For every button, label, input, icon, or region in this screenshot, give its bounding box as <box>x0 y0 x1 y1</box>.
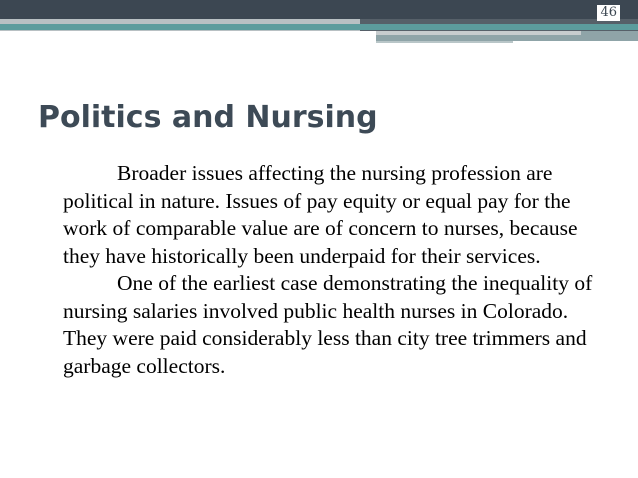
slide-title: Politics and Nursing <box>38 100 378 135</box>
header-band-dark <box>0 0 638 19</box>
body-paragraph-1: Broader issues affecting the nursing profession are political in nature. Issues of pay equity or equal pay for the work of comparable value are of concern to nurses, because they have historically been underpaid for their services. <box>63 161 578 268</box>
header-accent-highlight <box>376 31 581 35</box>
page-number: 46 <box>597 5 620 21</box>
header-band-teal <box>0 24 638 30</box>
header-accent-line <box>376 41 513 43</box>
body-paragraph-2: One of the earliest case demonstrating the inequality of nursing salaries involved public health nurses in Colorado. They were paid considerably less than city tree trimmers and garbage collectors. <box>63 271 593 378</box>
slide-body <box>63 160 611 380</box>
